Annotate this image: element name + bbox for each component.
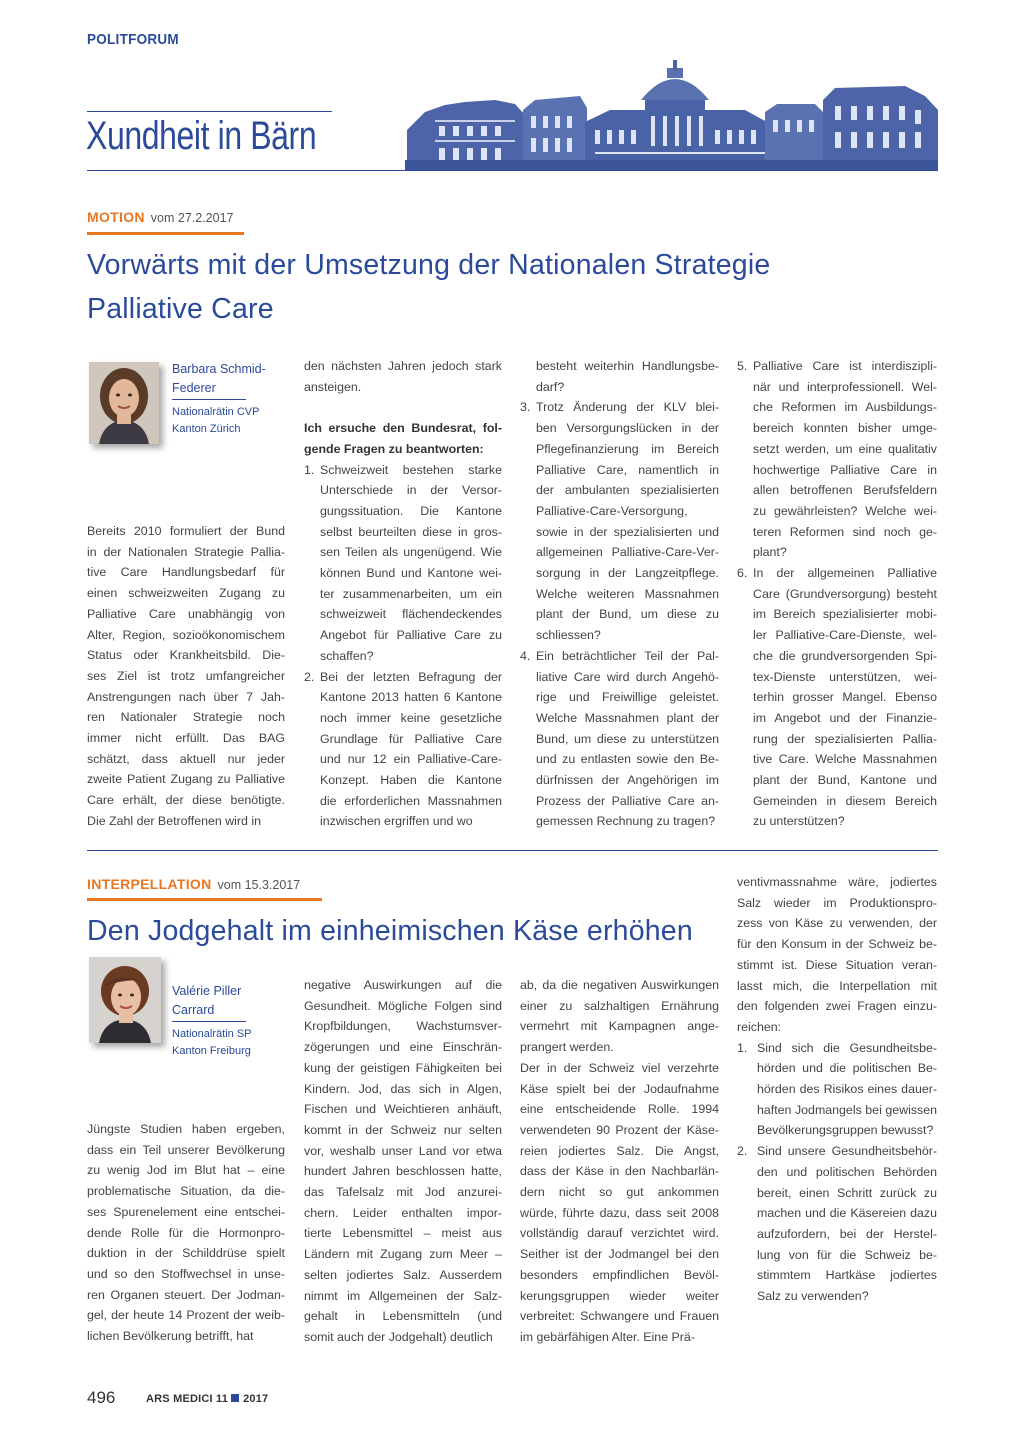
question-number: 3.	[520, 400, 531, 415]
motion-question-1	[304, 460, 502, 667]
text-line: hörden des Risikos eines dauer-	[757, 1082, 937, 1097]
text-line: allen betroffenen Berufsfeldern	[753, 483, 937, 498]
text-line: somit auch der Jodgehalt) deutlich	[304, 1329, 493, 1344]
text-line: dende Rolle für die Hormonpro-	[87, 1225, 285, 1240]
text-line: inzwischen ergriffen und wo	[320, 814, 473, 829]
text-line: Alter, Region, sozioökonomischem	[87, 627, 285, 642]
text-line: und so den Stoffwechsel in unse-	[87, 1266, 285, 1281]
question-text	[320, 667, 502, 833]
text-line: Bevölkerungsgruppen bewusst?	[757, 1123, 934, 1138]
text-line: Salz zu verwenden?	[757, 1289, 869, 1304]
question-text	[536, 646, 719, 832]
text-line: Palliative-Care-Versorgung,	[536, 503, 688, 518]
text-line: im Angebot und der Finanzie-	[753, 710, 937, 725]
text-line: Anstrengungen nach über 7 Jah-	[87, 689, 285, 704]
text-line: besonders empfindlichen Bevöl-	[520, 1267, 719, 1282]
text-line: Käse spielt bei der Jodaufnahme	[520, 1081, 719, 1096]
text-line: kerungsgruppen wieder weiter	[520, 1288, 719, 1303]
text-line: Bund, um diese zu unterstützen	[536, 731, 719, 746]
text-line: in der Nationalen Strategie Pallia-	[87, 544, 285, 559]
text-line: schätzt, dass aktuell nur jeder	[87, 751, 285, 766]
text-line: Unterschiede in der Versor-	[320, 483, 502, 498]
motion-headline-line-1: Vorwärts mit der Umsetzung der Nationalen Strategie	[87, 249, 771, 281]
question-text	[536, 397, 719, 645]
motion-question-4	[520, 646, 719, 832]
interpellation-column-4	[737, 872, 937, 1307]
interpellation-headline: Den Jodgehalt im einheimischen Käse erhöhen	[87, 915, 693, 947]
text-line: reichen:	[737, 1019, 782, 1034]
question-number: 2.	[737, 1144, 748, 1159]
text-line: liative Care wird durch Angehö-	[536, 669, 719, 684]
paragraph	[520, 1058, 719, 1348]
text-line: chern. Leider enthalten impor-	[304, 1205, 502, 1220]
text-line: vollständig darauf verzichtet wird.	[520, 1226, 719, 1241]
interpellation-author	[172, 982, 252, 1060]
section-separator	[87, 850, 938, 851]
text-line: teren Reformen sind noch ge-	[753, 524, 937, 539]
text-line: plant?	[753, 545, 787, 560]
question-text	[757, 1038, 937, 1142]
motion-question-5	[737, 356, 937, 563]
text-line: Welche weiteren Massnahmen	[536, 586, 719, 601]
text-line: dürfnissen der Angehörigen im	[536, 773, 719, 788]
text-line: problematische Situation, da die-	[87, 1184, 285, 1199]
motion-question-2	[304, 667, 502, 833]
text-line: negative Auswirkungen auf die	[304, 978, 502, 992]
text-line: stimmtem Hartkäse jodiertes	[757, 1268, 937, 1283]
text-line: sen Teilen als ungenügend. Wie	[320, 545, 502, 560]
text-line: Schweizweit bestehen starke	[320, 462, 502, 477]
text-line: einer zu salzhaltigen Ernährung	[520, 998, 719, 1013]
text-line: zu wenig Jod im Blut hat – eine	[87, 1163, 285, 1178]
text-line: Grundlage für Palliative Care	[320, 731, 502, 746]
text-line: sorgung in der Langzeitpflege.	[536, 566, 719, 581]
text-line: ses Ziel ist trotz umfangreicher	[87, 668, 285, 683]
text-line: noch immer keine gesetzliche	[320, 710, 502, 725]
text-line: Prozess der Palliative Care an-	[536, 793, 719, 808]
text-line: zweite Patient Zugang zu Palliative	[87, 772, 285, 787]
text-line: bereich konnten bisher umge-	[753, 421, 937, 436]
text-line: verwendeten 90 Prozent der Käse-	[520, 1122, 719, 1137]
text-line: Angebot für Palliative Care zu	[320, 628, 502, 643]
text-line: immer nicht erfüllt. Das BAG	[87, 731, 285, 746]
text-line: selten jodiertes Salz. Ausserdem	[304, 1267, 502, 1282]
magazine-name: ARS MEDICI 11	[146, 1393, 229, 1405]
text-line: Kindern. Jod, das sich in Algen,	[304, 1081, 502, 1096]
text-line: Ein beträchtlicher Teil der Pal-	[536, 648, 719, 663]
text-line: vor, weshalb unser Land vor etwa	[304, 1143, 502, 1158]
author-name-line-1: Valérie Piller	[172, 984, 242, 998]
footer-magazine	[146, 1393, 268, 1405]
text-line: Konzept. Haben die Kantone	[320, 773, 502, 788]
text-line: zögerungen und eine Einschrän-	[304, 1040, 502, 1055]
question-text	[757, 1141, 937, 1307]
text-line: hörden und die politischen Be-	[757, 1061, 937, 1076]
text-line: Status oder Krankheitsbild. Die-	[87, 648, 285, 663]
question-text	[753, 356, 937, 563]
motion-column-4	[737, 356, 937, 832]
author-role-line-1: Nationalrätin SP	[172, 1028, 252, 1040]
question-number: 5.	[737, 359, 748, 373]
question-number: 1.	[304, 462, 315, 477]
text-line: Der in der Schweiz viel verzehrte	[520, 1060, 719, 1075]
text-line: Fischen und Weichtieren anhäuft,	[304, 1102, 502, 1117]
text-line: darf?	[536, 379, 565, 394]
text-line: Kantone 2013 hatten 6 Kantone	[320, 690, 502, 705]
motion-tag-underline	[87, 232, 244, 235]
text-line: che die grundversorgenden Spi-	[753, 648, 937, 663]
motion-col2-intro	[304, 356, 502, 397]
text-line: einen schweizweiten Zugang zu	[87, 586, 285, 601]
text-line: Ich ersuche den Bundesrat, fol-	[304, 421, 502, 436]
text-line: dass der Käse in den Nachbarlän-	[520, 1164, 719, 1179]
text-line: Ländern mit Zugang zum Meer –	[304, 1247, 502, 1262]
motion-question-6	[737, 563, 937, 832]
text-line: Bei der letzten Befragung der	[320, 669, 502, 684]
text-line: Palliative Care, namentlich in	[536, 462, 719, 477]
text-line: im gebärfähigen Alter. Eine Prä-	[520, 1329, 695, 1344]
portrait-image	[89, 957, 161, 1043]
section-label: POLITFORUM	[87, 31, 179, 48]
author-rule	[172, 1021, 246, 1022]
text-line: sowie in der spezialisierten und	[536, 524, 719, 539]
text-line: nimmt im Allgemeinen der Salz-	[304, 1288, 502, 1303]
question-number: 4.	[520, 648, 531, 663]
text-line: zu gewährleisten? Welche wei-	[753, 503, 937, 518]
text-line: reien jodiertes Salz. Die Angst,	[520, 1143, 719, 1158]
question-number: 2.	[304, 669, 315, 684]
author-role-line-2: Kanton Freiburg	[172, 1045, 251, 1057]
text-line: Salz wieder im Produktionspro-	[737, 895, 937, 910]
header-rule-top	[87, 111, 332, 112]
text-line: gende Fragen zu beantworten:	[304, 441, 484, 456]
text-line: terhin grosser Mangel. Ebenso	[753, 690, 937, 705]
motion-column-1	[87, 521, 285, 832]
text-line: tierte Lebensmittel – meist aus	[304, 1226, 502, 1241]
text-line: In der allgemeinen Palliative	[753, 566, 937, 581]
question-number: 1.	[737, 1040, 748, 1055]
author-photo-barbara-schmid-federer	[89, 362, 159, 444]
motion-column-2	[304, 356, 502, 832]
text-line: ben Versorgungslücken in der	[536, 421, 719, 436]
text-line: Seither ist der Jodmangel bei den	[520, 1247, 719, 1262]
text-line: Care erhält, der diese benötigte.	[87, 793, 285, 808]
text-line: kung der geistigen Fähigkeiten bei	[304, 1060, 502, 1075]
text-line: Bereits 2010 formuliert der Bund	[87, 524, 285, 538]
motion-tag	[87, 209, 234, 225]
text-line: und nur 12 ein Palliative-Care-	[320, 752, 502, 767]
text-line: plant der Bund, um diese zu	[536, 607, 719, 622]
text-line: ventivmassnahme wäre, jodiertes	[737, 875, 937, 889]
text-line: duktion in der Schilddrüse spielt	[87, 1246, 285, 1261]
text-line: bereit, einen Schritt zurück zu	[757, 1185, 937, 1200]
text-line: ter zusammenarbeiten, um ein	[320, 586, 502, 601]
text-line: Trotz Änderung der KLV blei-	[536, 400, 719, 415]
text-line: hundert Jahren beschlossen hatte,	[304, 1164, 502, 1179]
text-line: haften Jodmangels bei gewissen	[757, 1102, 937, 1117]
text-line: den und politischen Behörden	[757, 1164, 937, 1179]
text-line: dern nicht so gut ankommen	[520, 1185, 719, 1200]
text-line: lung von für die Schweiz be-	[757, 1247, 937, 1262]
text-line: Palliative Care unabhängig von	[87, 606, 285, 621]
text-line: tive Care Handlungsbedarf für	[87, 565, 285, 580]
parliament-building-illustration	[405, 60, 938, 171]
interpellation-question-1	[737, 1038, 937, 1142]
text-line: allgemeinen Palliative-Care-Ver-	[536, 545, 719, 560]
paragraph	[520, 975, 719, 1058]
text-line: tive Care. Welche Massnahmen	[753, 752, 937, 767]
text-line: im Bereich spezialisierter mobi-	[753, 607, 937, 622]
text-line: Care (Grundversorgung) besteht	[753, 586, 937, 601]
question-text	[536, 356, 719, 397]
magazine-year: 2017	[243, 1393, 269, 1405]
text-line: gungssituation. Die Kantone	[320, 503, 502, 518]
text-line: kommt in der Schweiz nur selten	[304, 1122, 502, 1137]
footer-square-icon	[231, 1394, 239, 1402]
text-line: und zu entlasten sowie den Be-	[536, 752, 719, 767]
interpellation-date: vom 15.3.2017	[217, 878, 301, 892]
text-line: stimmt ist. Diese Situation veran-	[737, 957, 937, 972]
motion-date: vom 27.2.2017	[150, 211, 234, 225]
text-line: när und interprofessionell. Wel-	[753, 379, 937, 394]
author-rule	[172, 399, 246, 400]
text-line: setzt werden, um eine qualitativ	[753, 441, 937, 456]
text-line: den folgenden zwei Fragen einzu-	[737, 999, 937, 1014]
motion-headline	[87, 243, 770, 331]
question-text	[320, 460, 502, 667]
text-line: verbreitet: Schwangere und Frauen	[520, 1309, 719, 1324]
paragraph	[737, 872, 937, 1038]
text-line: prangert werden.	[520, 1040, 614, 1055]
interpellation-tag	[87, 876, 300, 892]
text-line: Gemeinden in diesem Bereich	[753, 793, 937, 808]
text-line: zess von Käse zu verwenden, der	[737, 916, 937, 931]
text-line: ren Nationaler Strategie noch	[87, 710, 285, 725]
author-name-line-2: Carrard	[172, 1003, 215, 1017]
text-line: Sind sich die Gesundheitsbe-	[757, 1040, 937, 1055]
text-line: ren Organen steuert. Der Jodman-	[87, 1287, 285, 1302]
text-line: Gesundheit. Mögliche Folgen sind	[304, 998, 502, 1013]
motion-request	[304, 418, 502, 459]
text-line: Jüngste Studien haben ergeben,	[87, 1122, 285, 1136]
text-line: Sind unsere Gesundheitsbehör-	[757, 1144, 937, 1159]
text-line: eine entscheidende Rolle. 1994	[520, 1102, 719, 1117]
text-line: gemessen Rechnung zu tragen?	[536, 814, 716, 829]
motion-headline-line-2: Palliative Care	[87, 293, 274, 325]
text-line: ansteigen.	[304, 379, 362, 394]
author-name-line-2: Federer	[172, 381, 216, 395]
motion-tag-label: MOTION	[87, 209, 145, 225]
text-line: die erforderlichen Massnahmen	[320, 793, 502, 808]
text-line: schaffen?	[320, 648, 374, 663]
text-line: Welche Massnahmen plant der	[536, 710, 719, 725]
text-line: che Reformen im Ausbildungs-	[753, 400, 937, 415]
text-line: hochwertige Palliative Care in	[753, 462, 937, 477]
interpellation-tag-label: INTERPELLATION	[87, 876, 212, 892]
interpellation-column-2	[304, 975, 502, 1348]
interpellation-column-3	[520, 975, 719, 1348]
portrait-image	[89, 362, 159, 444]
text-line: Palliative Care ist interdiszipli-	[753, 359, 937, 373]
motion-question-3	[520, 397, 719, 645]
question-text	[753, 563, 937, 832]
interpellation-tag-underline	[87, 898, 322, 901]
text-line: selbst beurteilten diese in gros-	[320, 524, 502, 539]
text-line: schliessen?	[536, 628, 601, 643]
text-line: ses Spurenelement eine entschei-	[87, 1204, 285, 1219]
text-line: besteht weiterhin Handlungsbe-	[536, 359, 719, 373]
masthead-title: Xundheit in Bärn	[86, 114, 317, 158]
text-line: den nächsten Jahren jedoch stark	[304, 359, 502, 373]
text-line: rige und Freiwillige geleistet.	[536, 690, 719, 705]
text-line: Die Zahl der Betroffenen wird in	[87, 813, 262, 828]
text-line: lichen Bevölkerung betrifft, hat	[87, 1329, 254, 1344]
text-line: können Bund und Kantone wei-	[320, 566, 502, 581]
question-number: 6.	[737, 566, 748, 581]
page-number: 496	[87, 1388, 116, 1407]
text-line: aufzufordern, bei der Herstel-	[757, 1226, 937, 1241]
motion-question-2-cont	[520, 356, 719, 397]
interpellation-question-2	[737, 1141, 937, 1307]
text-line: gehalt in Lebensmitteln (und	[304, 1309, 502, 1324]
text-line: der ambulanten spezialisierten	[536, 483, 719, 498]
text-line: ab, da die negativen Auswirkungen	[520, 978, 719, 992]
text-line: für den Konsum in der Schweiz be-	[737, 937, 937, 952]
text-line: schweizweit flächendeckendes	[320, 607, 502, 622]
text-line: Pflegefinanzierung im Bereich	[536, 441, 719, 456]
author-role-line-1: Nationalrätin CVP	[172, 406, 260, 418]
text-line: vermehrt mit Kampagnen ange-	[520, 1019, 719, 1034]
text-line: das Tafelsalz mit Jod anzurei-	[304, 1185, 502, 1200]
text-line: würde, führte dazu, dass seit 2008	[520, 1205, 719, 1220]
author-role-line-2: Kanton Zürich	[172, 423, 241, 435]
text-line: ler Palliative-Care-Dienste, wel-	[753, 628, 937, 643]
text-line: zu unterstützen?	[753, 814, 845, 829]
text-line: rung der spezialisierten Pallia-	[753, 731, 937, 746]
author-photo-valerie-piller-carrard	[89, 957, 161, 1043]
interpellation-column-1	[87, 1119, 285, 1347]
text-line: machen und die Käsereien dazu	[757, 1206, 937, 1221]
text-line: lasst mich, die Interpellation mit	[737, 978, 937, 993]
motion-column-3	[520, 356, 719, 832]
text-line: plant der Bund, Kantone und	[753, 773, 937, 788]
text-line: Kropfbildungen, Wachstumsver-	[304, 1019, 502, 1034]
text-line: tex-Dienste unterstützen, wei-	[753, 669, 937, 684]
text-line: dass ein Teil unserer Bevölkerung	[87, 1142, 285, 1157]
text-line: gel, der heute 14 Prozent der weib-	[87, 1308, 285, 1323]
header-rule-bottom	[87, 170, 938, 171]
motion-author	[172, 360, 266, 438]
author-name-line-1: Barbara Schmid-	[172, 362, 266, 376]
